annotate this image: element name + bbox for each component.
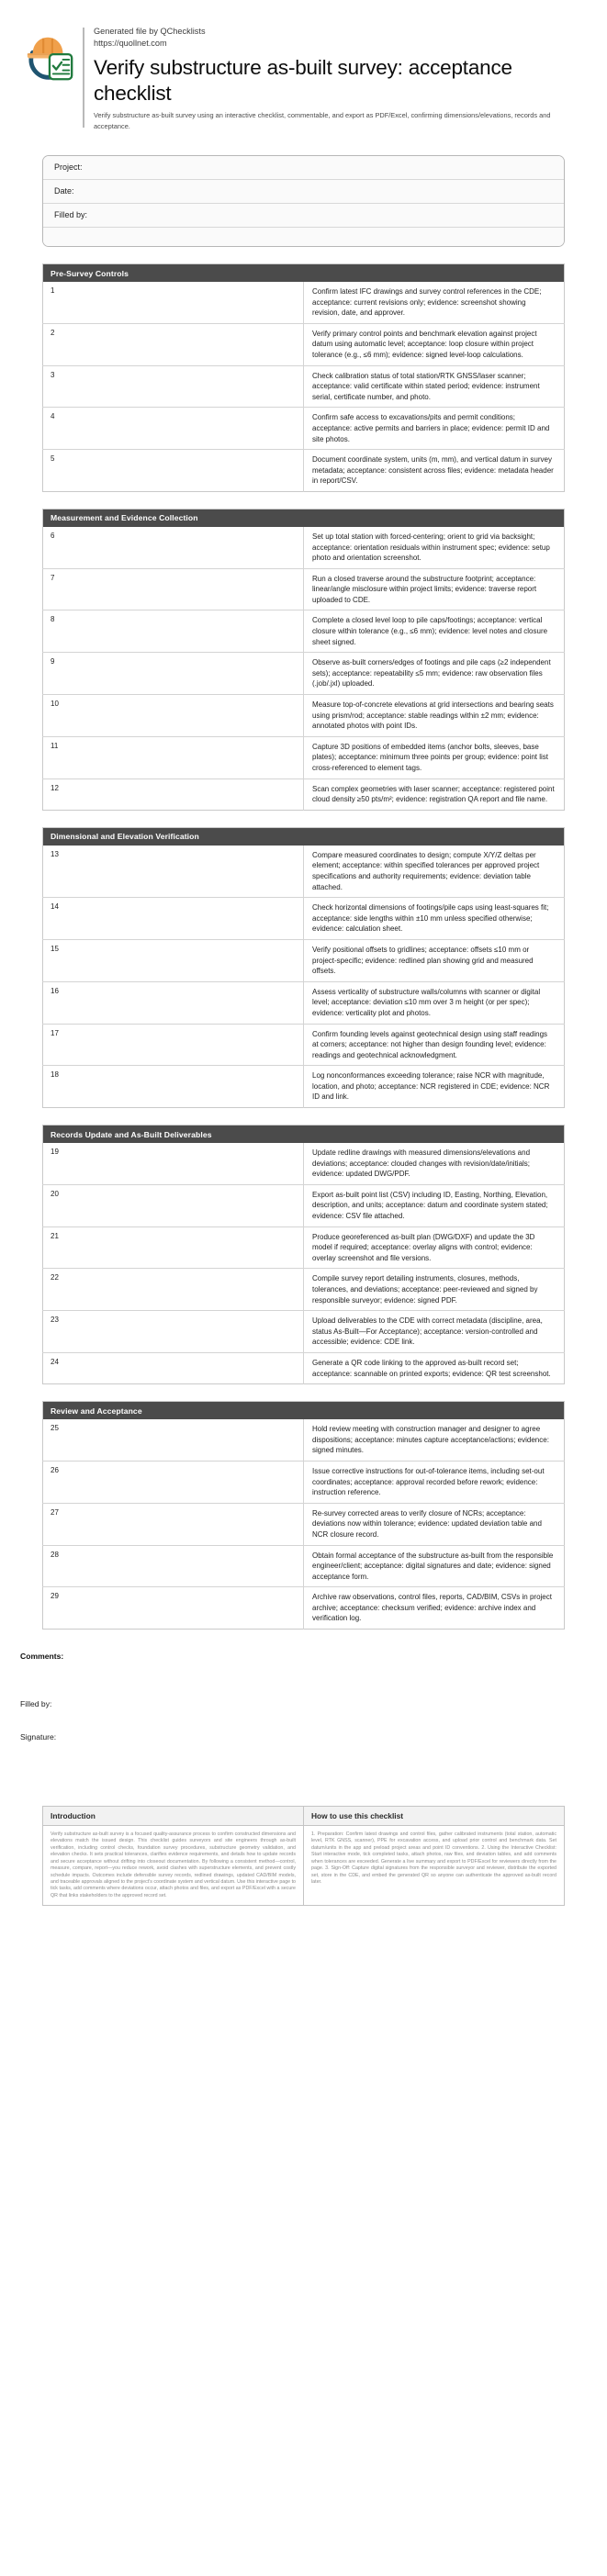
checklist-row[interactable] — [43, 1587, 565, 1630]
row-task-text: Generate a QR code linking to the approved as-built record set; acceptance: scannable on printed exports; evidence: QR test screenshot. — [304, 1352, 565, 1383]
row-number: 11 — [43, 736, 304, 778]
row-number: 25 — [43, 1419, 304, 1461]
row-number: 1 — [43, 282, 304, 323]
section-title: Measurement and Evidence Collection — [43, 509, 565, 527]
checklist-row[interactable] — [43, 408, 565, 450]
section-header-row — [43, 1402, 565, 1420]
checklist-row[interactable] — [43, 778, 565, 810]
row-number: 2 — [43, 323, 304, 365]
checklist-row[interactable] — [43, 695, 565, 737]
row-task-text: Set up total station with forced-centering; orient to grid via backsight; acceptance: orientation residuals within instrument spec; evidence: setup photo and orientation screenshot. — [312, 532, 550, 563]
checklist-row[interactable] — [43, 981, 565, 1024]
row-task-text: Archive raw observations, control files, reports, CAD/BIM, CSVs in project archive; acceptance: checksum verified; evidence: archive index and verification log. — [304, 1587, 565, 1630]
checklist-section — [0, 827, 607, 1108]
row-number: 26 — [43, 1461, 304, 1503]
row-task-text: Upload deliverables to the CDE with correct metadata (discipline, area, status As-Built—For Acceptance); acceptance: version-controlled and accessible; evidence: CDE link. — [304, 1311, 565, 1353]
row-task-text: Produce georeferenced as-built plan (DWG/DXF) and update the 3D model if required; acceptance: overlay aligns with control; evidence: overlay screenshot and file versions. — [304, 1226, 565, 1269]
checklist-row[interactable] — [43, 846, 565, 898]
row-number: 17 — [43, 1024, 304, 1066]
checklist-row[interactable] — [43, 1545, 565, 1587]
checklist-row[interactable] — [43, 1184, 565, 1226]
row-task-text: Re-survey corrected areas to verify closure of NCRs; acceptance: deviations now within tolerance; evidence: updated deviation table and NCR closure record. — [304, 1503, 565, 1545]
row-task-text: Observe as-built corners/edges of footings and pile caps (≥2 independent sets); acceptance: repeatability ≤5 mm; evidence: raw observation files (.job/.jxl) uploaded. — [304, 653, 565, 695]
section-title: Review and Acceptance — [43, 1402, 565, 1420]
row-number: 16 — [43, 981, 304, 1024]
info-body-row — [43, 1826, 565, 1906]
row-task-text: Assess verticality of substructure walls/columns with scanner or digital level; acceptance: deviation ≤10 mm over 3 m height (or per spec); evidence: verticality plot and photos. — [304, 981, 565, 1024]
row-number: 24 — [43, 1352, 304, 1383]
row-task-text: Scan complex geometries with laser scanner; acceptance: registered point cloud density ≥50 pts/m²; evidence: registration QA report and file name. — [304, 778, 565, 810]
filled-by-field[interactable]: Filled by: — [43, 204, 564, 228]
row-task-text: Capture 3D positions of embedded items (anchor bolts, sleeves, base plates); acceptance: minimum three points per group; evidence: point list cross-referenced to element tags. — [304, 736, 565, 778]
checklist-row[interactable] — [43, 1066, 565, 1108]
section-table — [42, 263, 565, 492]
checklist-row[interactable] — [43, 1024, 565, 1066]
meta-box — [42, 155, 565, 247]
section-header-row — [43, 264, 565, 283]
checklist-row[interactable] — [43, 1311, 565, 1353]
section-title: Pre-Survey Controls — [43, 264, 565, 283]
row-task-text: Check calibration status of total station/RTK GNSS/laser scanner; acceptance: valid certificate within stated period; evidence: instrument serial, certificate number, and photo. — [304, 365, 565, 408]
row-task-text: Issue corrective instructions for out-of-tolerance items, including set-out coordinates; acceptance: approval recorded before rework; evidence: instruction reference. — [304, 1461, 565, 1503]
row-number: 7 — [43, 568, 304, 610]
row-number: 22 — [43, 1269, 304, 1311]
row-number: 13 — [43, 846, 304, 898]
checklist-row[interactable] — [43, 568, 565, 610]
checklist-row[interactable] — [43, 527, 565, 568]
checklist-row[interactable] — [43, 1461, 565, 1503]
info-panel — [0, 1806, 607, 1906]
row-task-text: Hold review meeting with construction manager and designer to agree dispositions; acceptance: minutes capture acceptance/actions; evidence: signed minutes. — [312, 1425, 549, 1455]
section-table — [42, 509, 565, 811]
row-number: 15 — [43, 939, 304, 981]
checklist-section — [0, 509, 607, 811]
info-header-row — [43, 1807, 565, 1826]
row-number: 10 — [43, 695, 304, 737]
row-task-text: Document coordinate system, units (m, mm), and vertical datum in survey metadata; acceptance: consistent across files; evidence: metadata header in report/CSV. — [304, 450, 565, 492]
signoff-filled-by-label[interactable]: Filled by: — [20, 1699, 52, 1709]
checklist-row[interactable] — [43, 365, 565, 408]
row-number: 5 — [43, 450, 304, 492]
info-table — [42, 1806, 565, 1906]
section-table — [42, 1401, 565, 1630]
row-task-text: Obtain formal acceptance of the substructure as-built from the responsible engineer/client; acceptance: digital signatures and date; evidence: signed acceptance form. — [304, 1545, 565, 1587]
checklist-section — [0, 1401, 607, 1630]
meta-box-wrap — [0, 131, 607, 247]
generated-by-label: Generated file by QChecklists — [94, 27, 206, 36]
row-number: 28 — [43, 1545, 304, 1587]
source-url: https://quollnet.com — [94, 39, 167, 48]
checklist-row[interactable] — [43, 1226, 565, 1269]
row-number: 29 — [43, 1587, 304, 1630]
checklist-row[interactable] — [43, 1269, 565, 1311]
checklist-row[interactable] — [43, 1419, 565, 1461]
checklist-row[interactable] — [43, 1143, 565, 1184]
row-number: 19 — [43, 1143, 304, 1184]
row-task-text: Verify positional offsets to gridlines; acceptance: offsets ≤10 mm or project-specific; evidence: redlined plan showing grid and measured offsets. — [304, 939, 565, 981]
row-task-text: Confirm latest IFC drawings and survey control references in the CDE; acceptance: current revisions only; evidence: screenshot showing revision, date, and approver. — [312, 287, 542, 318]
checklist-row[interactable] — [43, 653, 565, 695]
row-task-text: Verify primary control points and benchmark elevation against project datum using automatic level; acceptance: loop closure within project tolerance (e.g., ≤6 mm); evidence: signed level-loop calculations. — [304, 323, 565, 365]
row-task-text: Log nonconformances exceeding tolerance; raise NCR with magnitude, location, and photo; acceptance: NCR registered in CDE; evidence: NCR ID and link. — [304, 1066, 565, 1108]
header-divider — [83, 28, 84, 128]
row-number: 18 — [43, 1066, 304, 1108]
row-task-text: Export as-built point list (CSV) including ID, Easting, Northing, Elevation, description, and units; acceptance: datum and coordinate system stated; evidence: CSV file attached. — [304, 1184, 565, 1226]
section-header-row — [43, 509, 565, 527]
section-title: Records Update and As-Built Deliverables — [43, 1126, 565, 1144]
checklist-section — [0, 1125, 607, 1384]
date-field[interactable]: Date: — [43, 180, 564, 204]
row-number: 3 — [43, 365, 304, 408]
row-number: 6 — [43, 527, 304, 568]
signature-label[interactable]: Signature: — [20, 1732, 57, 1742]
howto-heading: How to use this checklist — [304, 1807, 565, 1826]
checklist-row[interactable] — [43, 450, 565, 492]
checklist-row[interactable] — [43, 898, 565, 940]
checklist-row[interactable] — [43, 939, 565, 981]
row-number: 21 — [43, 1226, 304, 1269]
row-number: 20 — [43, 1184, 304, 1226]
row-task-text: Check horizontal dimensions of footings/pile caps using least-squares fit; acceptance: side lengths within ±10 mm unless specified otherwise; evidence: calculation sheet. — [304, 898, 565, 940]
row-number: 12 — [43, 778, 304, 810]
checklist-row[interactable] — [43, 323, 565, 365]
row-number: 9 — [43, 653, 304, 695]
section-table — [42, 1125, 565, 1384]
page-subtitle: Verify substructure as-built survey using an interactive checklist, commentable, and export as PDF/Excel, confirming dimensions/elevations, records and acceptance. — [94, 111, 551, 130]
checklist-row[interactable] — [43, 1352, 565, 1383]
hardhat-clipboard-logo-icon — [20, 29, 77, 86]
checklist-section — [0, 263, 607, 492]
checklist-row[interactable] — [43, 1503, 565, 1545]
howto-text: 1. Preparation: Confirm latest drawings and control files, gather calibrated instruments (total station, automatic level, RTK GNSS, scanner), PPE for excavation access, and upload prior control and benchmark data. Set datum/units in the app and preload project areas and point ID conventions. 2. Using the Interactive Checklist: Start interactive mode, tick completed tasks, attach photos, raw files, and deviation tables, and add comments when tolerances are exceeded. Generate a live summary and export to PDF/Excel for reviewers directly from the page. 3. Sign-Off: Capture digital signatures from the responsible surveyor and reviewer, distribute the exported set, store in the CDE, and embed the generated QR so anyone can authenticate the approved as-built record later. — [304, 1826, 565, 1906]
section-header-row — [43, 1126, 565, 1144]
header-text-block — [94, 26, 587, 131]
checklist-row[interactable] — [43, 282, 565, 323]
section-table — [42, 827, 565, 1108]
introduction-text: Verify substructure as-built survey is a focused quality-assurance process to confirm constructed dimensions and elevations match the issued design. This checklist guides surveyors and site engineers through as-built verification, including control checks, foundation survey procedures, substructure geometry validation, and elevation checks. It sets practical tolerances, clarifies evidence requirements, and details how to update records and secure acceptance without drifting into closeout documentation. By following a consistent method—control, measure, compare, report—you reduce rework, avoid clashes with superstructure elements, and prevent costly schedule impacts. Outcomes include defensible survey records, redlined drawings, updated CAD/BIM models, and traceable approvals aligned to the project's coordinate system and vertical datum. Use this interactive page to tick tasks, add comments where deviations occur, attach photos and files, and export as PDF/Excel with a secure QR that links stakeholders to the approved record set. — [43, 1826, 304, 1906]
checklist-row[interactable] — [43, 736, 565, 778]
row-number: 4 — [43, 408, 304, 450]
row-task-text: Compare measured coordinates to design; compute X/Y/Z deltas per element; acceptance: within specified tolerances per approved project specifications and authority requirements; evidence: deviation table attached. — [312, 850, 540, 891]
row-number: 27 — [43, 1503, 304, 1545]
project-field[interactable]: Project: — [43, 156, 564, 180]
checklist-sections — [0, 263, 607, 1630]
row-task-text: Run a closed traverse around the substructure footprint; acceptance: linear/angle misclosure within project limits; evidence: traverse report uploaded to CDE. — [304, 568, 565, 610]
row-task-text: Update redline drawings with measured dimensions/elevations and deviations; acceptance: clouded changes with revision/date/initials; evidence: updated DWG/PDF. — [312, 1148, 531, 1179]
page-title: Verify substructure as-built survey: acceptance checklist — [94, 56, 512, 105]
introduction-heading: Introduction — [43, 1807, 304, 1826]
row-task-text: Complete a closed level loop to pile caps/footings; acceptance: vertical closure within tolerance (e.g., ≤6 mm); evidence: level notes and closure sheet signed. — [304, 610, 565, 653]
row-number: 8 — [43, 610, 304, 653]
comments-label: Comments: — [20, 1652, 64, 1662]
section-title: Dimensional and Elevation Verification — [43, 827, 565, 846]
section-header-row — [43, 827, 565, 846]
signoff-block — [0, 1652, 607, 1742]
row-task-text: Confirm founding levels against geotechnical design using staff readings at corners; acceptance: not higher than design founding level; evidence: readings and geotechnical acknowledgment. — [304, 1024, 565, 1066]
row-number: 23 — [43, 1311, 304, 1353]
row-number: 14 — [43, 898, 304, 940]
row-task-text: Confirm safe access to excavations/pits and permit conditions; acceptance: active permits and barriers in place; evidence: permit ID and site photos. — [304, 408, 565, 450]
row-task-text: Measure top-of-concrete elevations at grid intersections and bearing seats using prism/rod; acceptance: stable readings within ±2 mm; evidence: annotated photos with point IDs. — [304, 695, 565, 737]
page-header — [0, 0, 607, 131]
row-task-text: Compile survey report detailing instruments, closures, methods, tolerances, and deviations; acceptance: peer-reviewed and signed by responsible surveyor; evidence: signed PDF. — [304, 1269, 565, 1311]
meta-spacer-row — [43, 228, 564, 246]
checklist-row[interactable] — [43, 610, 565, 653]
